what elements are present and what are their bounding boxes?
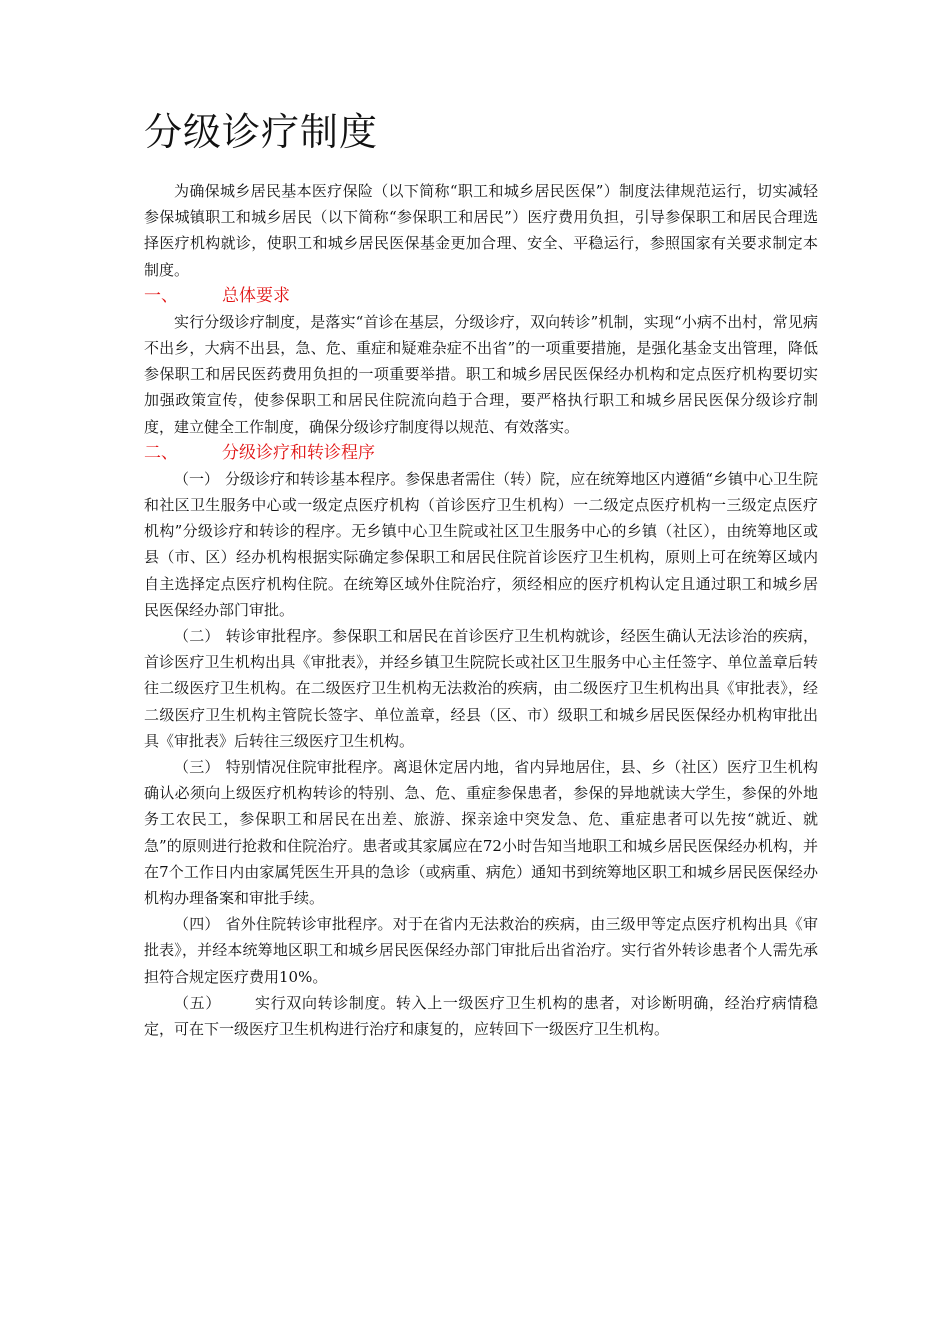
section-title: 总体要求 xyxy=(222,285,290,306)
item-paragraph xyxy=(144,911,818,990)
section-heading-2 xyxy=(144,440,818,466)
item-paragraph xyxy=(144,990,818,1042)
section-title: 分级诊疗和转诊程序 xyxy=(222,442,375,463)
item-label: （一） xyxy=(174,469,220,488)
intro-paragraph: 为确保城乡居民基本医疗保险（以下简称“职工和城乡居民医保”）制度法律规范运行，切实减轻参保城镇职工和城乡居民（以下简称“参保职工和居民”）医疗费用负担，引导参保职工和居民合理选择医疗机构就诊，使职工和城乡居民医保基金更加合理、安全、平稳运行，参照国家有关要求制定本制度。 xyxy=(144,182,818,279)
section-1-paragraph: 实行分级诊疗制度，是落实“首诊在基层，分级诊疗，双向转诊”机制，实现“小病不出村，常见病不出乡，大病不出县，急、危、重症和疑难杂症不出省”的一项重要措施，是强化基金支出管理，降低参保职工和居民医药费用负担的一项重要举措。职工和城乡居民医保经办机构和定点医疗机构要切实加强政策宣传，使参保职工和居民住院流向趋于合理，要严格执行职工和城乡居民医保分级诊疗制度，建立健全工作制度，确保分级诊疗制度得以规范、有效落实。 xyxy=(144,312,818,436)
section-number: 二、 xyxy=(144,442,178,463)
item-text: 省外住院转诊审批程序。对于在省内无法救治的疾病，由三级甲等定点医疗机构出具《审批表》，并经本统筹地区职工和城乡居民医保经办部门审批后出省治疗。实行省外转诊患者个人需先承担符合规定医疗费用10%。 xyxy=(144,915,818,986)
section-heading-1 xyxy=(144,283,818,309)
item-label: （三） xyxy=(174,758,220,777)
item-label: （四） xyxy=(174,915,220,934)
document-page xyxy=(144,100,818,1042)
item-text: 实行双向转诊制度。转入上一级医疗卫生机构的患者，对诊断明确，经治疗病情稳定，可在下一级医疗卫生机构进行治疗和康复的，应转回下一级医疗卫生机构。 xyxy=(144,993,818,1039)
document-title: 分级诊疗制度 xyxy=(144,110,379,154)
section-number: 一、 xyxy=(144,285,178,306)
item-text: 转诊审批程序。参保职工和居民在首诊医疗卫生机构就诊，经医生确认无法诊治的疾病，首诊医疗卫生机构出具《审批表》，并经乡镇卫生院院长或社区卫生服务中心主任签字、单位盖章后转往二级医疗卫生机构。在二级医疗卫生机构无法救治的疾病，由二级医疗卫生机构出具《审批表》，经二级医疗卫生机构主管院长签字、单位盖章，经县（区、市）级职工和城乡居民医保经办机构审批出具《审批表》后转往三级医疗卫生机构。 xyxy=(144,627,818,750)
item-paragraph xyxy=(144,623,818,754)
item-paragraph xyxy=(144,754,818,911)
item-label: （二） xyxy=(174,627,220,646)
item-text: 特别情况住院审批程序。离退休定居内地，省内异地居住，县、乡（社区）医疗卫生机构确认必须向上级医疗机构转诊的特别、急、危、重症参保患者，参保的异地就读大学生，参保的外地务工农民工，参保职工和居民在出差、旅游、探亲途中突发急、危、重症患者可以先按“就近、就急”的原则进行抢救和住院治疗。患者或其家属应在72小时告知当地职工和城乡居民医保经办机构，并在7个工作日内由家属凭医生开具的急诊（或病重、病危）通知书到统筹地区职工和城乡居民医保经办机构办理备案和审批手续。 xyxy=(144,758,818,908)
item-label: （五） xyxy=(174,993,221,1012)
item-text: 分级诊疗和转诊基本程序。参保患者需住（转）院，应在统筹地区内遵循“乡镇中心卫生院和社区卫生服务中心或一级定点医疗机构（首诊医疗卫生机构）一二级定点医疗机构一三级定点医疗机构”分级诊疗和转诊的程序。无乡镇中心卫生院或社区卫生服务中心的乡镇（社区），由统筹地区或县（市、区）经办机构根据实际确定参保职工和居民住院首诊医疗卫生机构，原则上可在统筹区域内自主选择定点医疗机构住院。在统筹区域外住院治疗，须经相应的医疗机构认定且通过职工和城乡居民医保经办部门审批。 xyxy=(144,469,818,619)
item-paragraph xyxy=(144,466,818,623)
